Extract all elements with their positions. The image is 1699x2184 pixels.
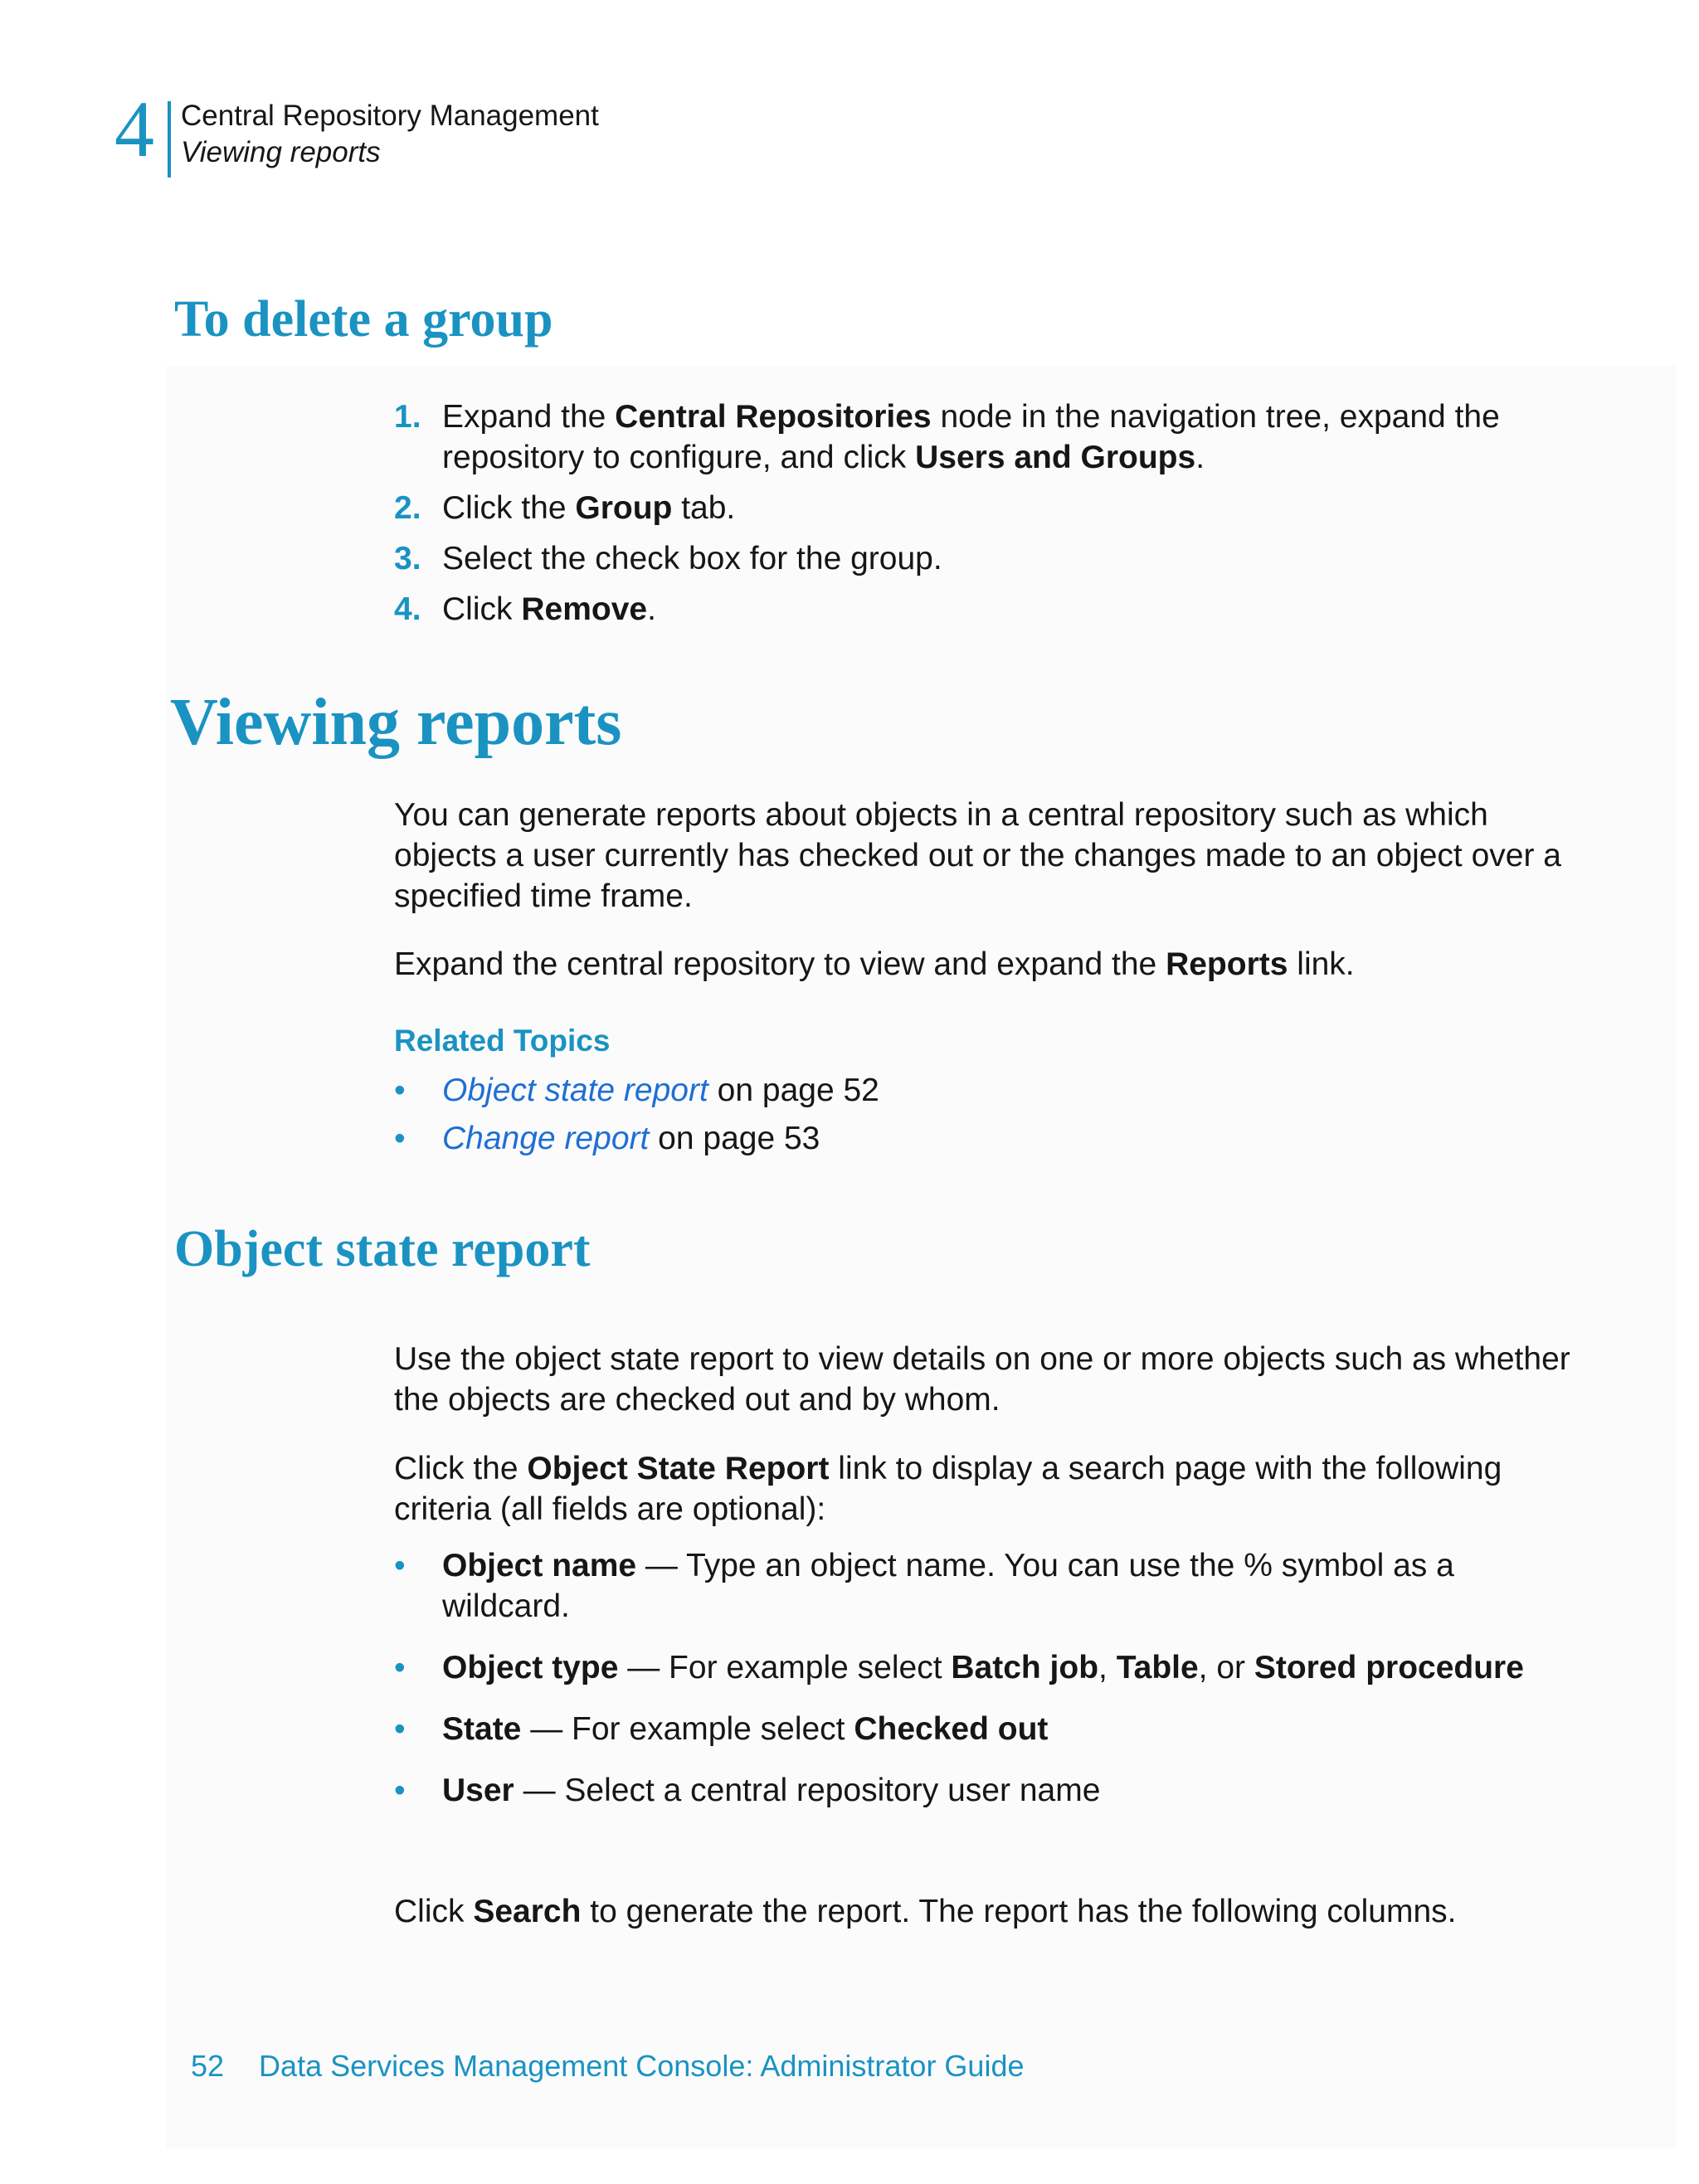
step-number: 3.	[394, 541, 421, 576]
bullet: •	[394, 1548, 406, 1583]
bullet: •	[394, 1121, 406, 1156]
object-state-search: Click Search to generate the report. The report has the following columns.	[394, 1894, 1457, 1929]
heading-object-state-report: Object state report	[174, 1221, 591, 1277]
related-topic-item: • Object state report on page 52	[394, 1070, 1572, 1111]
page-footer	[191, 2049, 1059, 2084]
viewing-reports-intro: You can generate reports about objects in a central repository such as which objects a user currently has checked out or the changes made to an object over a specified time frame.	[394, 797, 1561, 914]
criteria-item: • State — For example select Checked out	[394, 1709, 1572, 1749]
bullet: •	[394, 1773, 406, 1808]
object-state-click: Click the Object State Report link to display a search page with the following criteria (all fields are optional):	[394, 1451, 1502, 1527]
delete-group-steps	[394, 396, 1572, 640]
step-item: 1. Expand the Central Repositories node in the navigation tree, expand the repository to configure, and click Users and Groups.	[394, 396, 1572, 478]
bullet: •	[394, 1711, 406, 1747]
heading-to-delete-a-group: To delete a group	[174, 291, 553, 348]
chapter-number: 4	[114, 85, 154, 173]
criteria-list	[394, 1545, 1572, 1811]
viewing-reports-expand: Expand the central repository to view and expand the Reports link.	[394, 946, 1355, 982]
object-state-intro: Use the object state report to view details on one or more objects such as whether the objects are checked out and by whom.	[394, 1341, 1570, 1418]
related-topics-list	[394, 1070, 1572, 1159]
link-object-state-report[interactable]: Object state report	[442, 1073, 708, 1108]
step-number: 4.	[394, 591, 421, 627]
related-topic-item: • Change report on page 53	[394, 1118, 1572, 1159]
step-item: 3. Select the check box for the group.	[394, 538, 1572, 579]
criteria-item: • Object name — Type an object name. You can use the % symbol as a wildcard.	[394, 1545, 1572, 1627]
bullet: •	[394, 1650, 406, 1685]
section-title: Viewing reports	[181, 136, 381, 168]
bullet: •	[394, 1073, 406, 1108]
heading-viewing-reports: Viewing reports	[170, 686, 622, 759]
step-item: 2. Click the Group tab.	[394, 488, 1572, 528]
step-number: 2.	[394, 490, 421, 526]
criteria-item: • Object type — For example select Batch job, Table, or Stored procedure	[394, 1647, 1572, 1688]
criteria-item: • User — Select a central repository user name	[394, 1770, 1572, 1811]
header-divider	[168, 101, 171, 178]
page-number: 52	[191, 2049, 225, 2083]
link-change-report[interactable]: Change report	[442, 1121, 650, 1156]
related-topics-heading: Related Topics	[394, 1024, 611, 1058]
chapter-title: Central Repository Management	[181, 100, 599, 132]
step-number: 1.	[394, 399, 421, 435]
guide-title: Data Services Management Console: Administrator Guide	[259, 2049, 1025, 2083]
step-item: 4. Click Remove.	[394, 589, 1572, 630]
